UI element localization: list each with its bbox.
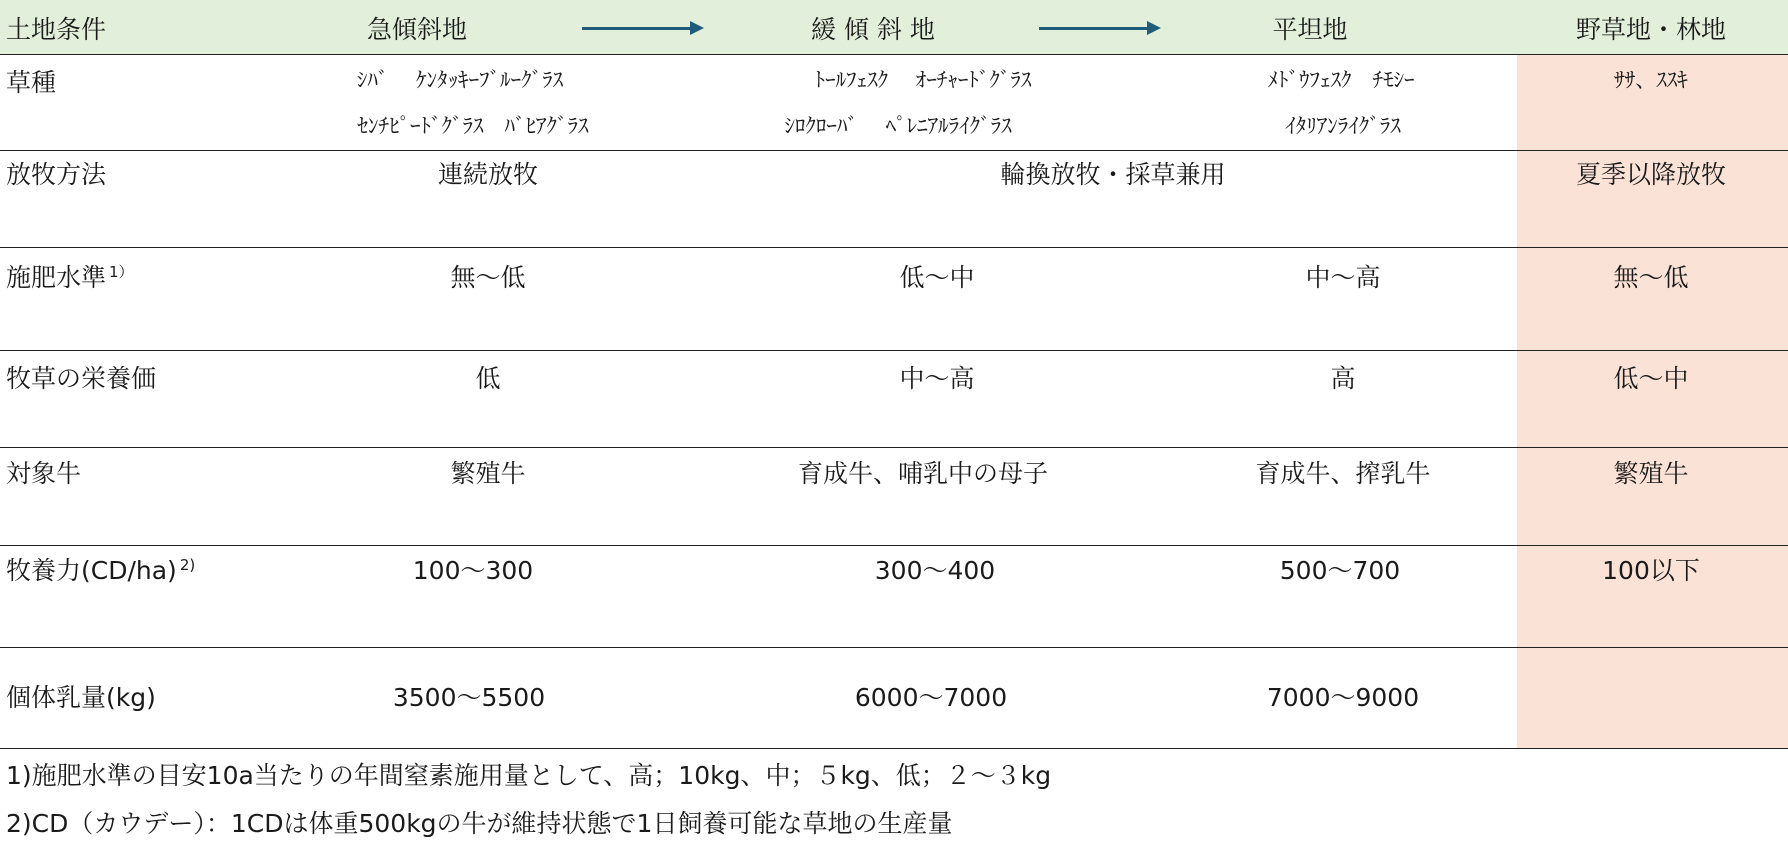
method-wild: 夏季以降放牧 (1575, 160, 1727, 189)
fertilizer-wild: 無～低 (1613, 263, 1689, 292)
nutrition-row (0, 351, 1788, 447)
arrow-icon (582, 27, 692, 30)
grass-gentle-1: ﾄｰﾙﾌｪｽｸ ｵｰﾁｬｰﾄﾞｸﾞﾗｽ (814, 68, 1032, 92)
nutrition-steep: 低 (475, 364, 501, 393)
header-gentle: 緩 傾 斜 地 (811, 15, 935, 44)
grass-steep-1: ｼﾊﾞ ｹﾝﾀｯｷｰﾌﾞﾙｰｸﾞﾗｽ (356, 68, 564, 92)
cattle-wild: 繁殖牛 (1613, 459, 1689, 488)
divider (0, 748, 1788, 749)
capacity-wild: 100以下 (1602, 556, 1700, 585)
milk-steep: 3500～5500 (392, 683, 546, 712)
capacity-gentle: 300～400 (874, 556, 996, 585)
capacity-label: 牧養力(CD/ha) $^{2)}$ (6, 555, 196, 585)
method-row (0, 151, 1788, 247)
method-steep: 連続放牧 (437, 160, 539, 189)
fertilizer-label: 施肥水準 $^{1)}$ (6, 262, 134, 292)
arrow-icon (1039, 27, 1149, 30)
capacity-steep: 100～300 (412, 556, 534, 585)
cattle-row (0, 448, 1788, 545)
footnote-1: 1)施肥水準の目安10a当たりの年間窒素施用量として、高；10kg、中；５kg、低；２～３kg (6, 761, 1052, 790)
method-label: 放牧方法 (6, 160, 107, 189)
cattle-flat: 育成牛、搾乳牛 (1255, 459, 1431, 488)
nutrition-label: 牧草の栄養価 (6, 364, 157, 393)
header-flat: 平坦地 (1272, 15, 1348, 44)
grass-label: 草種 (6, 68, 57, 97)
nutrition-flat: 高 (1330, 364, 1356, 393)
capacity-flat: 500～700 (1279, 556, 1401, 585)
grass-flat-2: ｲﾀﾘｱﾝﾗｲｸﾞﾗｽ (1285, 114, 1401, 138)
fertilizer-gentle: 低～中 (899, 263, 975, 292)
milk-flat: 7000～9000 (1266, 683, 1420, 712)
grass-gentle-2: ｼﾛｸﾛｰﾊﾞ ﾍﾟﾚﾆｱﾙﾗｲｸﾞﾗｽ (784, 114, 1012, 138)
capacity-row (0, 546, 1788, 647)
grass-wild: ｻｻ、ｽｽｷ (1614, 68, 1688, 92)
fertilizer-flat: 中～高 (1305, 263, 1381, 292)
fertilizer-row (0, 248, 1788, 350)
footnote-2: 2)CD（カウデー）：1CDは体重500kgの牛が維持状態で1日飼養可能な草地の生産量 (6, 809, 953, 838)
method-gentle-flat: 輪換放牧・採草兼用 (1000, 160, 1226, 189)
header-row (0, 0, 1788, 54)
header-steep: 急傾斜地 (366, 15, 468, 44)
grass-flat-1: ﾒﾄﾞｳﾌｪｽｸ ﾁﾓｼｰ (1267, 68, 1415, 92)
fertilizer-steep: 無～低 (450, 263, 526, 292)
grass-row (0, 55, 1788, 150)
cattle-gentle: 育成牛、哺乳中の母子 (797, 459, 1049, 488)
milk-label: 個体乳量(kg) (6, 683, 156, 712)
cattle-steep: 繁殖牛 (450, 459, 526, 488)
milk-gentle: 6000～7000 (854, 683, 1008, 712)
header-wild: 野草地・林地 (1575, 15, 1727, 44)
header-label: 土地条件 (6, 15, 107, 44)
nutrition-wild: 低～中 (1613, 364, 1689, 393)
cattle-label: 対象牛 (6, 459, 82, 488)
grass-steep-2: ｾﾝﾁﾋﾟｰﾄﾞｸﾞﾗｽ ﾊﾞﾋｱｸﾞﾗｽ (357, 114, 589, 138)
milk-row (0, 648, 1788, 748)
nutrition-gentle: 中～高 (899, 364, 975, 393)
